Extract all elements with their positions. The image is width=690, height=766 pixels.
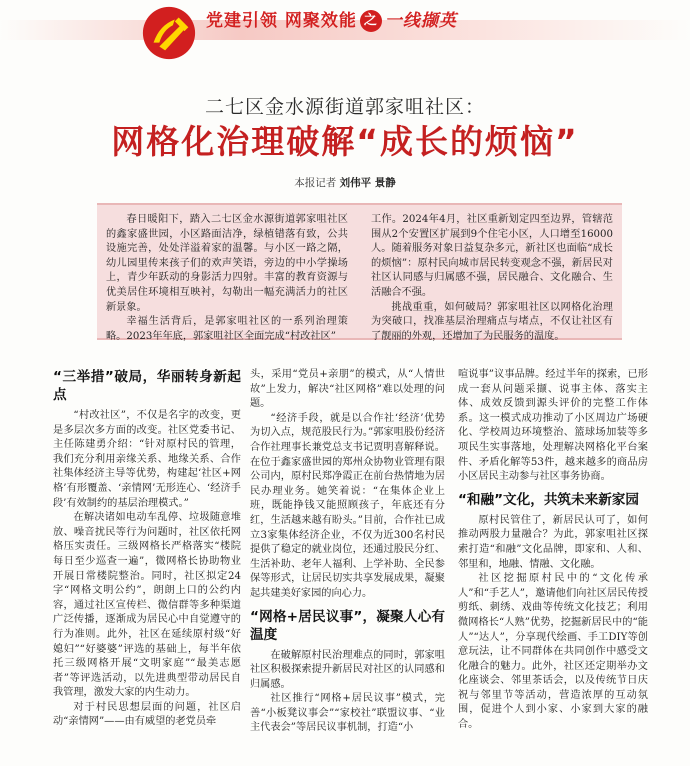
- body-paragraph: 社区挖掘原村民中的“文化传承人”和“手艺人”，邀请他们向社区居民传授剪纸、刺绣、戏曲等传统文化技艺；利用微网格长“人熟”优势，挖掘新居民中的“能人”“达人”，分享现代绘画、手工DIY等创意玩法，让不同群体在共同创作中感受文化融合的魅力。此外，社区还定期举办文化座谈会、邻里茶话会，以及传统节日庆祝与邻里节等活动，营造浓厚的互动氛围，促进个人到小家、小家到大家的融合。: [458, 573, 648, 731]
- byline-names: 刘伟平 景静: [339, 177, 396, 189]
- body-column-1: [53, 366, 241, 730]
- body-paragraph: 在解决诸如电动车乱停、垃圾随意堆放、噪音扰民等行为问题时，社区依托网格压实责任。三级网格长严格落实“楼院每日至少巡查一遍”，微网格长协助物业开展日常楼院整治。同时，社区拟定24字“网格文明公约”，朗朗上口的公约内容，通过社区宣传栏、微信群等多种渠道广泛传播，逐渐成为居民心中自觉遵守的行为准则。此外，社区在延续原村级“好媳妇”“好婆婆”评选的基础上，每半年依托三级网格开展“文明家庭”“最美志愿者”等评选活动，以先进典型带动居民自我管理，激发大家的内生动力。: [53, 512, 241, 699]
- body-paragraph: 头，采用“党员+亲朋”的模式，从“人情世故”上发力，解决“社区网格”难以处理的问题。: [250, 369, 445, 410]
- banner-connector: 之: [360, 10, 382, 32]
- banner-part1: 党建引领: [206, 11, 278, 31]
- body-paragraph: “经济手段，就是以合作社‘经济’优势为切入点，规范股民行为。”郭家咀股份经济合作社理事长兼党总支书记贾明喜解释说。在位于鑫家盛世园的郑州众协物业管理有限公司内，原村民郑净霞正在前台热情地为居民办理业务。她笑着说：“在集体企业上班，既能挣钱又能照顾孩子，年底还有分红，生活越来越有盼头。”目前，合作社已成立3家集体经济企业，不仅为近300名村民提供了稳定的就业岗位，还通过股民分红、生活补助、老年人福利、上学补助、全民参保等形式，让居民切实共享发展成果，凝聚起共建美好家园的向心力。: [250, 412, 445, 599]
- byline-prefix: 本报记者: [294, 177, 337, 189]
- section-subhead: “和融”文化，共筑未来新家园: [458, 491, 639, 508]
- body-paragraph: 原村民管住了，新居民认可了，如何推动两股力量融合？为此，郭家咀社区探索打造“和融”文化品牌，即家和、人和、邻里和，地融、情融、文化融。: [458, 514, 648, 570]
- lead-paragraph: 挑战重重，如何破局？郭家咀社区以网格化治理为突破口，找准基层治理痛点与堵点，不仅让社区有了靓丽的外观，还增加了为民服务的温度。: [371, 301, 613, 342]
- column-banner: [0, 0, 690, 62]
- body-paragraph: 社区推行“网格+居民议事”模式，完善“小板凳议事会”“家校社”联盟议事、“业主代表会”等居民议事机制，打造“小: [250, 693, 445, 734]
- banner-title: [206, 6, 457, 32]
- banner-slogan: 一线撷英: [384, 11, 457, 31]
- banner-part2: 网聚效能: [284, 11, 357, 31]
- article-headline: 网格化治理破解“成长的烦恼”: [111, 122, 579, 161]
- party-emblem-icon: [140, 4, 198, 62]
- section-subhead: “三举措”破局，华丽转身新起点: [53, 369, 241, 403]
- body-column-3: [458, 368, 648, 733]
- lead-right-column: [371, 213, 613, 344]
- body-paragraph: 喧说事”议事品牌。经过半年的探索，已形成一套从问题采撷、说事主体、落实主体、成效反馈到源头评价的完整工作体系。这一模式成功推动了小区周边广场硬化、学校周边环境整治、篮球场加装等多项民生实事落地，处理解决网格化平台案件、矛盾化解等53件，越来越多的商品房小区居民主动参与社区事务协商。: [458, 369, 648, 483]
- lead-paragraph: 春日暖阳下，踏入二七区金水源街道郭家咀社区的鑫家盛世园，小区路面洁净，绿植错落有致，公共设施完善，处处洋溢着家的温馨。与小区一路之隔，幼儿园里传来孩子们的欢声笑语，旁边的中小学操场上，青少年跃动的身影活力四射。丰富的教育资源与优美居住环境相互映衬，勾勒出一幅充满活力的社区新景象。: [106, 214, 348, 313]
- article-kicker: 二七区金水源街道郭家咀社区：: [204, 96, 485, 118]
- body-paragraph: “村改社区”，不仅是名字的改变，更是多层次多方面的改变。社区党委书记、主任陈建勇介绍：“针对原村民的管理，我们充分利用亲缘关系、地缘关系、合作社集体经济主导等优势，构建起‘社区+网格’有形覆盖、‘亲情网’无形连心、‘经济手段’有效制约的基层治理模式。”: [53, 410, 241, 509]
- lead-paragraph: 幸福生活背后，是郭家咀社区的一系列治理策略。2023年年底，郭家咀社区全面完成“村改社区”: [106, 316, 348, 342]
- byline: [0, 175, 690, 190]
- lead-left-column: [106, 213, 348, 344]
- lead-paragraph: 工作。2024年4月，社区重新划定四至边界，管辖范围从2个安置区扩展到9个住宅小区，人口增至16000人。随着服务对象日益复杂多元，新社区也面临“成长的烦恼”：原村民向城市居民转变观念不强，新居民对社区认同感与归属感不强，居民融合、文化融合、生活融合不强。: [371, 214, 613, 298]
- body-paragraph: 对于村民思想层面的问题，社区启动“亲情网”——由有威望的老党员牵: [53, 701, 241, 728]
- section-subhead: “网格+居民议事”，凝聚人心有温度: [250, 608, 445, 643]
- lead-box: [97, 203, 622, 340]
- body-paragraph: 在破解原村民治理难点的同时，郭家咀社区积极探索提升新居民对社区的认同感和归属感。: [250, 649, 445, 690]
- body-column-2: [250, 368, 445, 736]
